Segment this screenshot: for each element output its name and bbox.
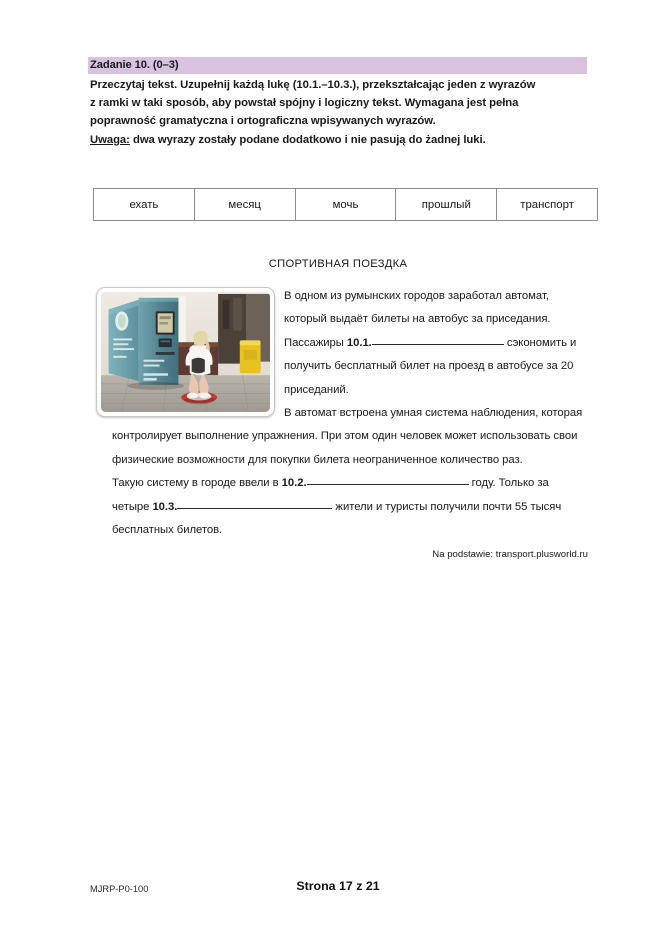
answer-blank-10-3[interactable] — [177, 508, 332, 509]
paragraph-1-text-after-gap: сэкономить и получить бесплатный билет на проезд в автобусе за 20 приседаний. — [284, 336, 577, 396]
gap-number-10-3: 10.3. — [152, 500, 178, 513]
gap-number-10-2: 10.2. — [281, 477, 307, 490]
task-header-band — [88, 57, 587, 74]
note-text: dwa wyrazy zostały podane dodatkowo i nie pasują do żadnej luki. — [129, 133, 486, 146]
footer-page-number: Strona 17 z 21 — [296, 879, 380, 893]
source-attribution: Na podstawie: transport.plusworld.ru — [432, 549, 588, 560]
footer-document-code: MJRP-P0-100 — [90, 884, 149, 894]
passage-photo-frame — [96, 287, 275, 417]
word-bank-cell: прошлый — [396, 189, 497, 221]
word-bank-cell: транспорт — [497, 189, 598, 221]
paragraph-1-text-before-gap: В одном из румынских городов заработал автомат, который выдаёт билеты на автобус за приседания. Пассажиры — [284, 290, 551, 349]
passage-title: СПОРТИВНАЯ ПОЕЗДКА — [268, 258, 408, 270]
photo-illustration — [101, 292, 270, 412]
table-row — [94, 189, 598, 221]
task-number-label: Zadanie 10. (0–3) — [90, 59, 179, 71]
passage-photo — [101, 292, 270, 412]
instruction-line-1: Przeczytaj tekst. Uzupełnij każdą lukę (10.1.–10.3.), przekształcając jeden z wyrazów — [90, 79, 536, 91]
note-label: Uwaga: — [90, 133, 130, 146]
passage-paragraph-2: В автомат встроена умная система наблюдения, которая контролирует выполнение упражнения. При этом один человек может использовать свои физические возможности для покупки билета неограниченное количество раз. — [112, 407, 583, 466]
instruction-note — [90, 131, 592, 149]
paragraph-3-text-part-1: Такую систему в городе ввели в — [112, 477, 282, 490]
word-bank-cell: мочь — [295, 189, 396, 221]
paragraph-3-text-part-2: году. Только за четыре — [112, 477, 549, 513]
instruction-line-3: poprawność gramatyczna i ortograficzna wpisywanych wyrazów. — [90, 115, 436, 128]
gap-number-10-1: 10.1. — [346, 336, 372, 349]
instruction-line-2: z ramki w taki sposób, aby powstał spójny i logiczny tekst. Wymagana jest pełna — [90, 97, 519, 110]
word-bank-cell: месяц — [194, 189, 295, 221]
paragraph-3-text-part-3: жители и туристы получили почти 55 тысяч бесплатных билетов. — [112, 500, 562, 537]
passage-paragraph-3 — [88, 472, 588, 542]
answer-blank-10-1[interactable] — [372, 344, 504, 345]
answer-blank-10-2[interactable] — [307, 484, 469, 485]
task-instructions — [90, 76, 592, 149]
word-bank-table — [93, 188, 598, 221]
word-bank-cell: ехать — [94, 189, 195, 221]
